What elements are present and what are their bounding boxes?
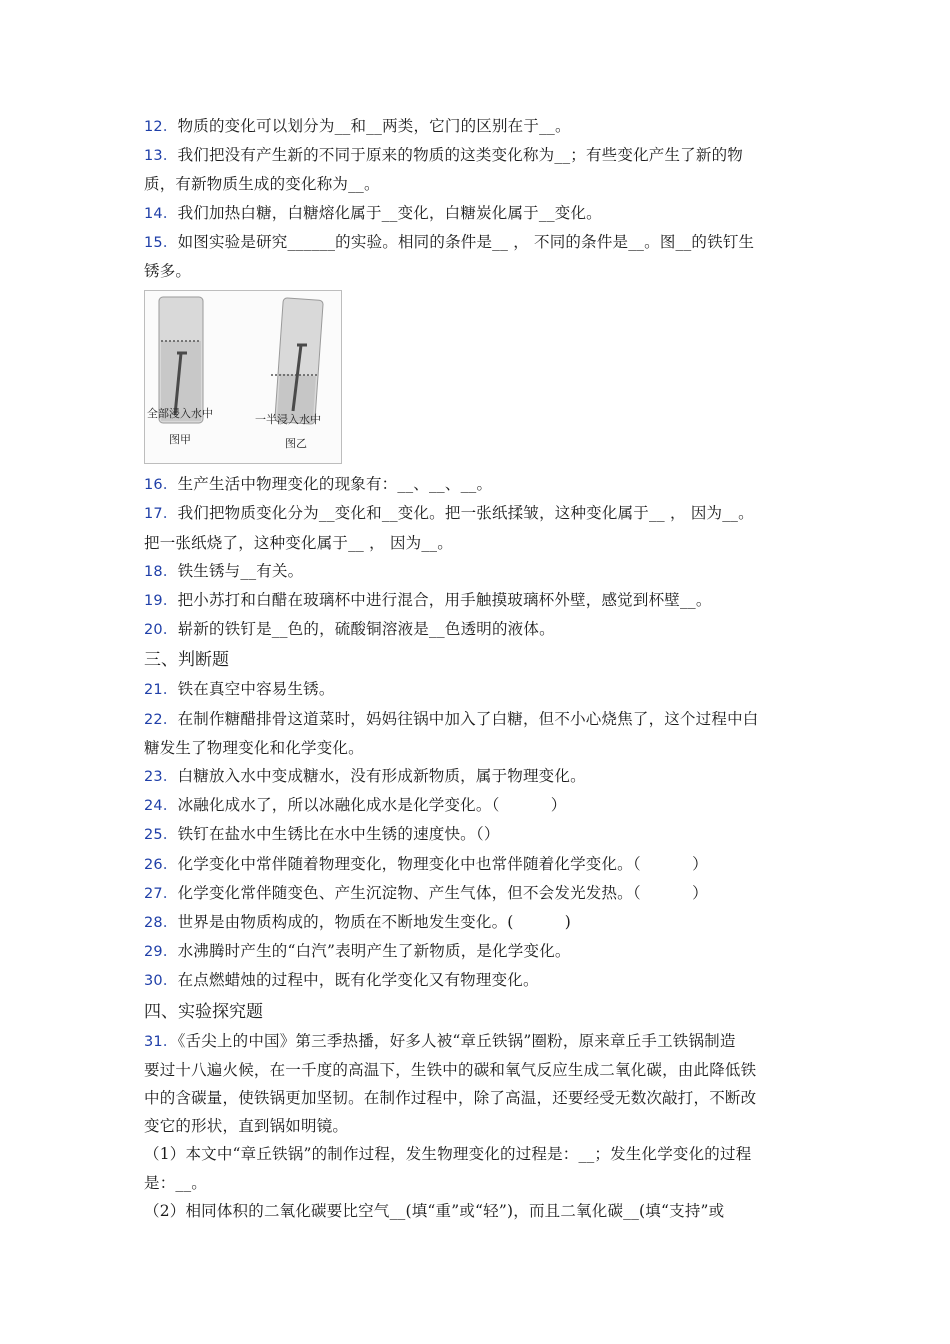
test-tube-left-icon [159, 297, 203, 423]
question-text: 我们把物质变化分为__变化和__变化。把一张纸揉皱，这种变化属于__ ， 因为__。 [177, 504, 754, 523]
question-text: 糖发生了物理变化和化学变化。 [144, 738, 364, 757]
question-22-cont [144, 734, 812, 762]
nail-rust-figure [144, 290, 342, 464]
question-text: 把一张纸烧了，这种变化属于__ ， 因为__。 [144, 533, 453, 552]
question-text: 铁钉在盐水中生锈比在水中生锈的速度快。（） [177, 825, 500, 844]
question-number: 25． [144, 827, 178, 844]
section-heading-judgement: 三、判断题 [144, 650, 229, 671]
question-number: 26． [144, 856, 178, 873]
question-13 [144, 141, 812, 170]
question-text: 生产生活中物理变化的现象有：__、__、__。 [177, 475, 493, 494]
question-number: 21． [144, 682, 178, 699]
question-27 [144, 879, 812, 908]
question-number: 16． [144, 477, 178, 494]
question-text: 我们加热白糖，白糖熔化属于__变化，白糖炭化属于__变化。 [177, 203, 602, 222]
question-31-part-1-cont [144, 1169, 812, 1197]
question-text: 铁在真空中容易生锈。 [177, 680, 335, 699]
question-text: 化学变化常伴随变色、产生沉淀物、产生气体，但不会发光发热。（ ） [177, 883, 708, 902]
question-number: 28． [144, 915, 178, 932]
question-text: 铁生锈与__有关。 [177, 561, 304, 580]
question-20 [144, 615, 812, 644]
question-text: 《舌尖上的中国》第三季热播，好多人被“章丘铁锅”圈粉，原来章丘手工铁锅制造 [177, 1031, 736, 1050]
question-number: 30． [144, 973, 178, 990]
test-tube-illustration [145, 291, 341, 463]
question-text: （1）本文中“章丘铁锅”的制作过程，发生物理变化的过程是：__；发生化学变化的过程 [144, 1145, 752, 1164]
question-15 [144, 228, 812, 257]
question-31-cont [144, 1056, 812, 1084]
test-tube-right-icon [271, 298, 323, 424]
question-text: （2）相同体积的二氧化碳要比空气__(填“重”或“轻”)，而且二氧化碳__(填“支持”或 [144, 1201, 725, 1220]
question-19 [144, 586, 812, 615]
figure-left-caption: 图甲 [169, 433, 191, 447]
question-text: 水沸腾时产生的“白汽”表明产生了新物质，是化学变化。 [177, 942, 571, 961]
figure-left-label: 全部浸入水中 [147, 407, 213, 421]
question-number: 17． [144, 506, 178, 523]
question-text: 我们把没有产生新的不同于原来的物质的这类变化称为__；有些变化产生了新的物 [177, 146, 743, 165]
question-23 [144, 762, 812, 791]
question-text: 质，有新物质生成的变化称为__。 [144, 175, 380, 194]
question-text: 要过十八遍火候，在一千度的高温下，生铁中的碳和氧气反应生成二氧化碳，由此降低铁 [144, 1060, 757, 1079]
question-29 [144, 937, 812, 966]
question-31-cont [144, 1084, 812, 1112]
exam-page [144, 112, 812, 1225]
question-number: 31． [144, 1033, 178, 1050]
question-28 [144, 908, 812, 937]
question-text: 冰融化成水了，所以冰融化成水是化学变化。（ ） [177, 796, 567, 815]
question-24 [144, 791, 812, 820]
question-number: 14． [144, 205, 178, 222]
question-31-part-1 [144, 1140, 812, 1168]
question-17 [144, 499, 812, 528]
question-13-cont [144, 170, 812, 198]
question-25 [144, 820, 812, 849]
question-number: 12． [144, 119, 178, 135]
question-text: 锈多。 [144, 262, 192, 281]
question-text: 白糖放入水中变成糖水，没有形成新物质，属于物理变化。 [177, 767, 586, 786]
figure-right-caption: 图乙 [285, 437, 307, 451]
question-14 [144, 199, 812, 228]
question-31 [144, 1027, 812, 1056]
question-text: 如图实验是研究______的实验。相同的条件是__ ， 不同的条件是__。图__的铁钉生 [177, 232, 755, 251]
question-number: 13． [144, 148, 178, 165]
section-heading-experiment: 四、实验探究题 [144, 1001, 263, 1022]
question-number: 19． [144, 593, 178, 610]
question-text: 物质的变化可以划分为__和__两类，它门的区别在于__。 [177, 117, 571, 135]
question-text: 中的含碳量，使铁锅更加坚韧。在制作过程中，除了高温，还要经受无数次敲打，不断改 [144, 1089, 757, 1108]
question-text: 是：__。 [144, 1173, 208, 1192]
question-text: 崭新的铁钉是__色的，硫酸铜溶液是__色透明的液体。 [177, 620, 555, 639]
question-number: 22． [144, 711, 178, 728]
question-number: 23． [144, 769, 178, 786]
question-text: 化学变化中常伴随着物理变化，物理变化中也常伴随着化学变化。（ ） [177, 854, 708, 873]
question-22 [144, 705, 812, 734]
question-text: 世界是由物质构成的，物质在不断地发生变化。( ) [177, 913, 572, 932]
question-12 [144, 112, 812, 141]
question-17-cont [144, 529, 812, 557]
question-31-cont [144, 1112, 812, 1140]
question-number: 20． [144, 622, 178, 639]
question-text: 在制作糖醋排骨这道菜时，妈妈往锅中加入了白糖，但不小心烧焦了，这个过程中白 [177, 709, 759, 728]
question-number: 27． [144, 885, 178, 902]
question-number: 15． [144, 234, 178, 251]
question-16 [144, 470, 812, 499]
question-text: 在点燃蜡烛的过程中，既有化学变化又有物理变化。 [177, 971, 539, 990]
figure-right-label: 一半浸入水中 [255, 413, 321, 427]
question-21 [144, 675, 812, 704]
question-number: 18． [144, 563, 178, 580]
question-18 [144, 557, 812, 586]
question-number: 24． [144, 798, 178, 815]
question-text: 变它的形状，直到锅如明镜。 [144, 1117, 349, 1136]
question-15-cont [144, 257, 812, 285]
question-30 [144, 966, 812, 995]
question-31-part-2 [144, 1197, 812, 1225]
question-26 [144, 850, 812, 879]
question-text: 把小苏打和白醋在玻璃杯中进行混合，用手触摸玻璃杯外壁，感觉到杯壁__。 [177, 591, 712, 610]
question-number: 29． [144, 944, 178, 961]
